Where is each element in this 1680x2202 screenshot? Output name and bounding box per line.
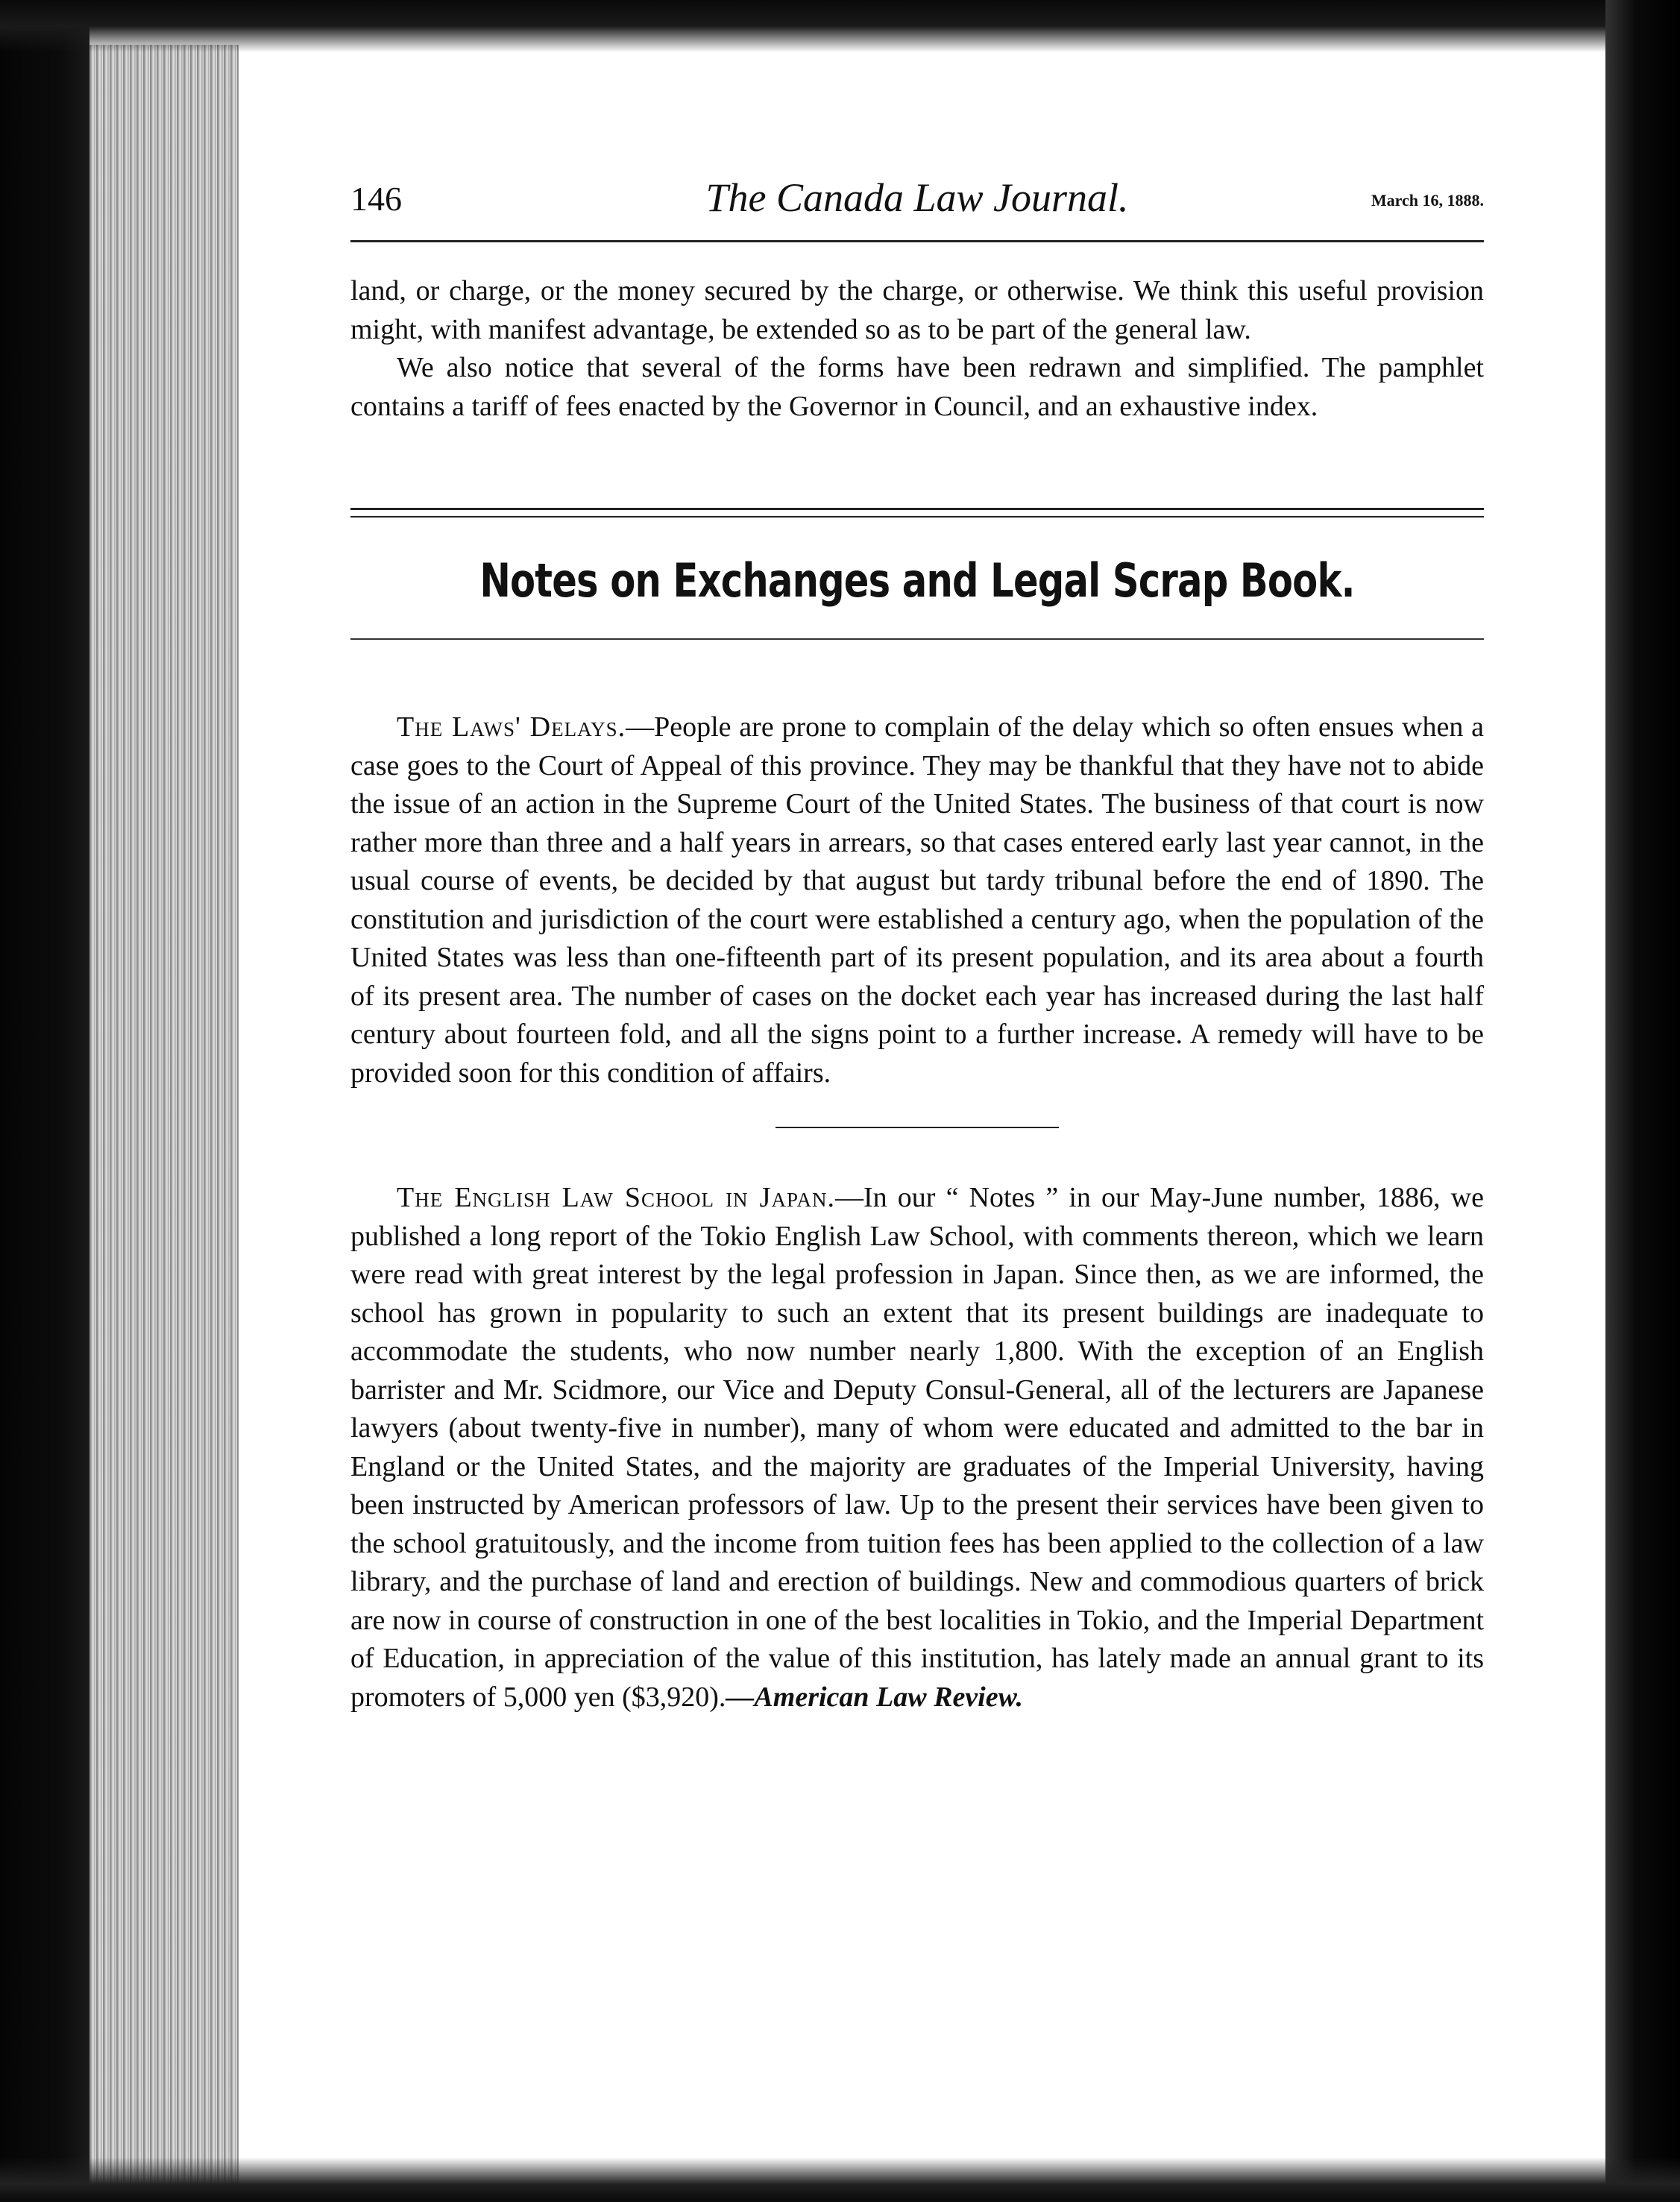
section-heading: Notes on Exchanges and Legal Scrap Book. [479,553,1355,608]
article-body: —People are prone to complain of the delay which so often ensues when a case goes to the Court of Appeal of this province. They may be thankful that they have not to abide the issue of an action in the Supreme Court of the United States. The business of that court is now rather more than three and a half years in arrears, so that cases entered early last year cannot, in the usual course of events, be decided by that august but tardy tribunal before the end of 1890. The constitution and jurisdiction of the court were established a century ago, when the population of the United States was less than one-fifteenth part of its present population, and its area about a fourth of its present area. The number of cases on the docket each year has increased during the last half century about fourteen fold, and all the signs point to a further increase. A remedy will have to be provided soon for this condition of affairs. [350,711,1484,1089]
scan-bottom-edge [0,2157,1680,2202]
page-number: 146 [350,180,402,218]
section-divider [350,508,1484,518]
article-paragraph [350,1179,1484,1717]
article-english-law-school [350,1179,1484,1717]
article-body: —In our “ Notes ” in our May-June number, 1886, we published a long report of the Tokio English Law School, with comments thereon, which we learn were read with great interest by the legal profession in Japan. Since then, as we are informed, the school has grown in popularity to such an extent that its present buildings are inadequate to accommodate the students, who now number nearly 1,800. With the exception of an English barrister and Mr. Scidmore, our Vice and Deputy Consul-General, all of the lecturers are Japanese lawyers (about twenty-five in number), many of whom were educated and admitted to the bar in England or the United States, and the majority are graduates of the Imperial University, having been instructed by American professors of law. Up to the present their services have been given to the school gratuitously, and the income from tuition fees has been applied to the collection of a law library, and the purchase of land and erection of buildings. New and commodious quarters of brick are now in course of construction in one of the best localities in Tokio, and the Imperial Department of Education, in appreciation of the value of this institution, has lately made an annual grant to its promoters of 5,000 yen ($3,920). [350,1182,1484,1713]
article-paragraph [350,708,1484,1092]
header-rule [350,240,1484,242]
intro-paragraph: land, or charge, or the money secured by the charge, or otherwise. We think this useful provision might, with manifest advantage, be extended so as to be part of the general law. [350,275,1484,345]
journal-title: The Canada Law Journal. [705,175,1129,220]
issue-date: March 16, 1888. [1371,191,1484,210]
article-divider [775,1127,1059,1128]
running-head [350,172,1484,231]
book-binding-shadow [0,0,89,2202]
article-title: The English Law School in Japan. [397,1182,836,1213]
journal-page [350,172,1484,1717]
page-edges [89,45,239,2185]
scan-top-edge [0,0,1680,52]
scan-right-edge [1605,0,1680,2202]
article-laws-delays [350,708,1484,1092]
intro-text [350,272,1484,426]
heading-rule [350,638,1484,640]
article-title: The Laws' Delays. [397,711,626,743]
intro-paragraph: We also notice that several of the forms have been redrawn and simplified. The pamphlet contains a tariff of fees enacted by the Governor in Council, and an exhaustive index. [350,352,1484,422]
article-source: —American Law Review. [726,1681,1024,1713]
